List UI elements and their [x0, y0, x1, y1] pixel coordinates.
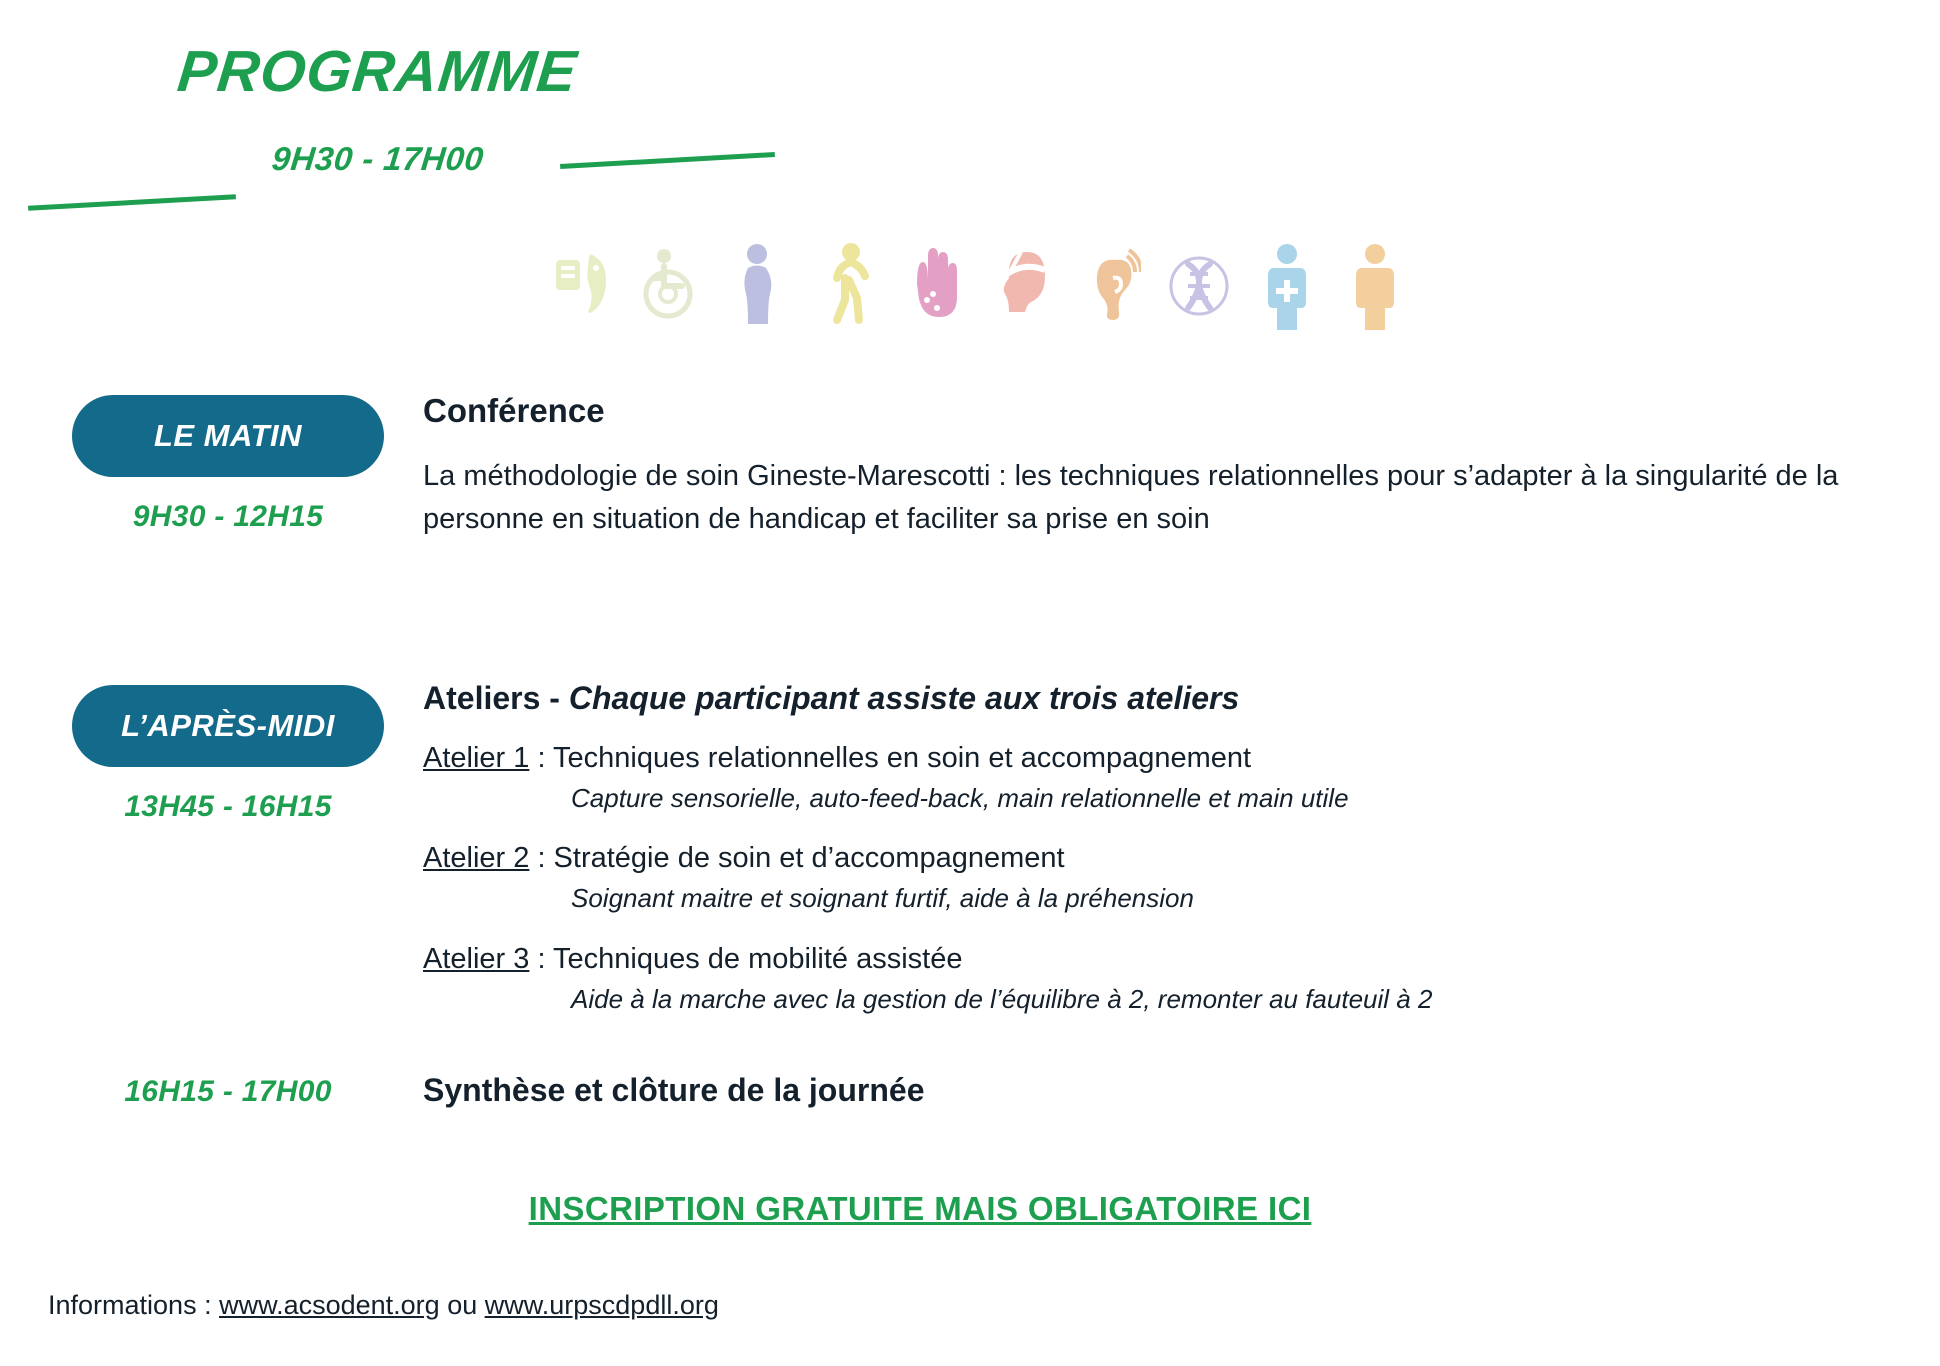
morning-heading: Conférence [423, 392, 605, 429]
closing-time: 16H15 - 17H00 [124, 1075, 332, 1108]
decorative-rule-left [28, 194, 236, 211]
afternoon-heading [423, 680, 1239, 717]
workshop-title-line [423, 740, 1843, 778]
child-walking-icon [813, 234, 879, 330]
afternoon-time: 13H45 - 16H15 [124, 790, 332, 823]
morning-pill-badge: LE MATIN [72, 395, 384, 477]
workshop-title: : Techniques relationnelles en soin et accompagnement [529, 742, 1252, 774]
workshop-title: : Stratégie de soin et d’accompagnement [529, 842, 1065, 875]
pregnant-person-icon [724, 234, 790, 330]
person-medical-icon [1254, 234, 1320, 330]
workshop-label: Atelier 3 [423, 942, 530, 975]
footer-link-acsodent[interactable]: www.acsodent.org [219, 1290, 440, 1320]
afternoon-pill-badge: L’APRÈS-MIDI [72, 685, 384, 767]
program-header [0, 0, 1940, 230]
morning-time: 9H30 - 12H15 [132, 500, 324, 533]
pictogram-strip [548, 222, 1408, 330]
person-standing-icon [1342, 234, 1408, 330]
footer-prefix: Informations : [48, 1290, 220, 1320]
footer-separator: ou [439, 1290, 485, 1320]
footer-information [48, 1290, 719, 1321]
registration-cta [0, 1190, 1840, 1228]
morning-description: La méthodologie de soin Gineste-Marescotti : les techniques relationnelles pour s’adapter à la singularité de la personne en situation de handicap et faciliter sa prise en soin [423, 460, 1839, 535]
dna-circle-icon [1166, 234, 1232, 330]
workshop-subtitle: Soignant maitre et soignant furtif, aide à la préhension [571, 883, 1194, 914]
workshop-label: Atelier 2 [423, 842, 530, 875]
workshop-title-line [423, 840, 1843, 878]
wheelchair-icon [636, 234, 702, 330]
head-bandage-icon [989, 234, 1055, 330]
workshop-label: Atelier 1 [423, 742, 530, 774]
workshop-title: : Techniques de mobilité assistée [529, 942, 963, 975]
afternoon-heading-prefix: Ateliers - [423, 680, 569, 716]
list-item [423, 740, 1843, 815]
workshop-subtitle: Capture sensorielle, auto-feed-back, main relationnelle et main utile [571, 782, 1349, 813]
speech-face-icon [548, 234, 614, 330]
workshop-title-line [423, 941, 1843, 979]
list-item [423, 941, 1843, 1016]
registration-link[interactable]: INSCRIPTION GRATUITE MAIS OBLIGATOIRE ICI [528, 1190, 1312, 1227]
ear-hearing-icon [1077, 234, 1143, 330]
page-title: PROGRAMME [174, 39, 581, 104]
program-hours: 9H30 - 17H00 [270, 140, 486, 177]
workshop-list [423, 740, 1843, 1041]
workshop-subtitle: Aide à la marche avec la gestion de l’équilibre à 2, remonter au fauteuil à 2 [571, 983, 1433, 1014]
closing-heading: Synthèse et clôture de la journée [423, 1072, 925, 1108]
afternoon-heading-emphasis: Chaque participant assiste aux trois ateliers [568, 680, 1240, 716]
list-item [423, 840, 1843, 915]
footer-link-urpscdpdll[interactable]: www.urpscdpdll.org [484, 1290, 719, 1320]
hand-sign-language-icon [901, 234, 967, 330]
decorative-rule-right [560, 152, 775, 169]
